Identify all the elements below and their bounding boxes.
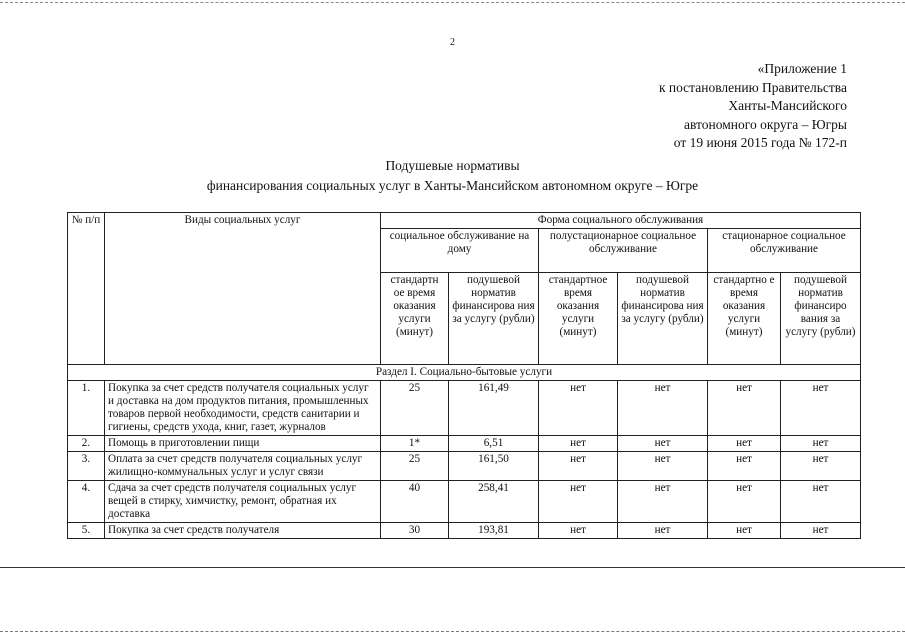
row-home-time: 25 (381, 452, 449, 481)
table-row (68, 523, 861, 539)
table-row (68, 481, 861, 523)
norms-table (67, 212, 861, 539)
row-semi-norm: нет (618, 436, 708, 452)
table-row (68, 436, 861, 452)
table-row (68, 381, 861, 436)
appendix-line-4: автономного округа – Югры (684, 116, 847, 132)
row-stat-norm: нет (781, 452, 861, 481)
row-service: Помощь в приготовлении пищи (105, 436, 381, 452)
header-subcol: стандартное время оказания услуги (минут) (539, 273, 618, 365)
row-stat-norm: нет (781, 436, 861, 452)
row-semi-time: нет (539, 481, 618, 523)
row-home-norm: 193,81 (449, 523, 539, 539)
row-semi-norm: нет (618, 452, 708, 481)
row-semi-time: нет (539, 436, 618, 452)
document-title-line-1: Подушевые нормативы (385, 158, 520, 173)
header-subcol: стандартн ое время оказания услуги (минут) (381, 273, 449, 365)
row-service: Сдача за счет средств получателя социальных услуг вещей в стирку, химчистку, ремонт, обратная их доставка (105, 481, 381, 523)
row-home-norm: 6,51 (449, 436, 539, 452)
header-subcol: стандартно е время оказания услуги (минут) (708, 273, 781, 365)
row-num: 2. (68, 436, 105, 452)
row-num: 4. (68, 481, 105, 523)
row-home-time: 30 (381, 523, 449, 539)
table-row (68, 452, 861, 481)
row-stat-time: нет (708, 452, 781, 481)
row-stat-time: нет (708, 523, 781, 539)
section-title: Раздел I. Социально-бытовые услуги (68, 365, 861, 381)
row-semi-norm: нет (618, 523, 708, 539)
row-stat-norm: нет (781, 381, 861, 436)
row-home-time: 1* (381, 436, 449, 452)
row-num: 3. (68, 452, 105, 481)
header-service-types: Виды социальных услуг (105, 213, 381, 365)
row-home-time: 40 (381, 481, 449, 523)
row-service: Покупка за счет средств получателя социальных услуг и доставка на дом продуктов питания, промышленных товаров первой необходимости, средств санитарии и гигиены, средств ухода, книг, газет, журналов (105, 381, 381, 436)
page-cut-area (0, 568, 905, 630)
row-num: 5. (68, 523, 105, 539)
appendix-line-3: Ханты-Мансийского (728, 98, 847, 113)
row-semi-norm: нет (618, 381, 708, 436)
row-home-time: 25 (381, 381, 449, 436)
row-semi-norm: нет (618, 481, 708, 523)
header-group-home: социальное обслуживание на дому (381, 229, 539, 273)
row-stat-norm: нет (781, 523, 861, 539)
appendix-note (659, 60, 847, 153)
row-home-norm: 258,41 (449, 481, 539, 523)
header-subcol: подушевой норматив финансирова ния за услугу (рубли) (618, 273, 708, 365)
row-num: 1. (68, 381, 105, 436)
page-number: 2 (450, 37, 455, 48)
row-semi-time: нет (539, 523, 618, 539)
row-stat-time: нет (708, 381, 781, 436)
appendix-line-5: от 19 июня 2015 года № 172-п (673, 135, 847, 150)
header-form: Форма социального обслуживания (381, 213, 861, 229)
appendix-line-1: «Приложение 1 (757, 61, 847, 76)
row-stat-time: нет (708, 436, 781, 452)
row-home-norm: 161,49 (449, 381, 539, 436)
row-stat-time: нет (708, 481, 781, 523)
appendix-line-2: к постановлению Правительства (658, 79, 847, 95)
scan-bottom-edge (0, 631, 905, 632)
row-stat-norm: нет (781, 481, 861, 523)
header-group-semi: полустационарное социальное обслуживание (539, 229, 708, 273)
header-subcol: подушевой норматив финансирова ния за услугу (рубли) (449, 273, 539, 365)
row-service: Покупка за счет средств получателя (105, 523, 381, 539)
row-home-norm: 161,50 (449, 452, 539, 481)
header-num: № п/п (68, 213, 105, 365)
row-semi-time: нет (539, 452, 618, 481)
row-semi-time: нет (539, 381, 618, 436)
row-service: Оплата за счет средств получателя социальных услуг жилищно-коммунальных услуг и услуг связи (105, 452, 381, 481)
document-title-line-2: финансирования социальных услуг в Ханты-Мансийском автономном округе – Югре (206, 178, 699, 193)
page-cut-line (0, 567, 905, 568)
header-subcol: подушевой норматив финансиро вания за услугу (рубли) (781, 273, 861, 365)
scan-top-edge (0, 2, 905, 3)
header-group-stationary: стационарное социальное обслуживание (708, 229, 861, 273)
